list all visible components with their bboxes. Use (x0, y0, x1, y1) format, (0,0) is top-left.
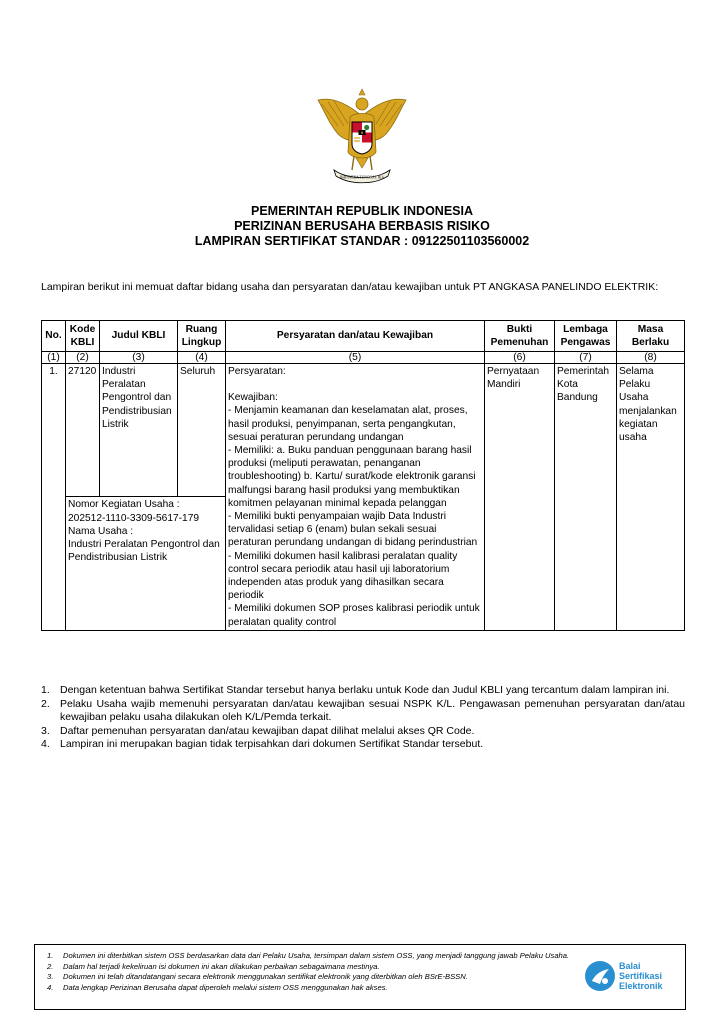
col-num: (6) (485, 352, 555, 364)
list-item: 1. Dengan ketentuan bahwa Sertifikat Standar tersebut hanya berlaku untuk Kode dan Judul KBLI yang tercantum dalam lampiran ini. (41, 684, 670, 696)
nama-usaha: Industri Peralatan Pengontrol dan Pendistribusian Listrik (68, 539, 220, 564)
list-item: 2. Pelaku Usaha wajib memenuhi persyaratan dan/atau kewajiban sesuai NSPK K/L. Pengawasan pemenuhan persyaratan dan/atau kewajiban pelaku usaha dilakukan oleh K/L/Pemda terkait. (41, 697, 685, 723)
kewajiban-item: - Memiliki bukti penyampaian wajib Data Industri tervalidasi setiap 6 (enam) bulan sekali sesuai peraturan perundang undangan di bidang perindustrian (228, 511, 478, 549)
nomor-kegiatan-label: Nomor Kegiatan Usaha : (68, 499, 180, 511)
bsre-logo (583, 959, 683, 995)
list-item: 4. Data lengkap Perizinan Berusaha dapat diperoleh melalui sistem OSS menggunakan hak akses. (47, 982, 388, 992)
kewajiban-item: - Memiliki: a. Buku panduan penggunaan barang hasil produksi (meliputi perawatan, penanganan troubleshooting) b. Kartu/ surat/kode elektronik garansi malfungsi barang hasil produksi yang membuktikan komitmen pelayanan minimal kepada pelanggan (228, 445, 476, 509)
kbli-table (41, 320, 685, 631)
header-lembaga: Lembaga Pengawas (555, 321, 617, 352)
col-num: (4) (178, 352, 226, 364)
title-line-2: PERIZINAN BERUSAHA BERBASIS RISIKO (234, 219, 490, 233)
row-masa: Selama Pelaku Usaha menjalankan kegiatan usaha (617, 364, 685, 631)
nomor-kegiatan: 202512-1110-3309-5617-179 (68, 512, 200, 524)
emblem-motto: BHINNEKA TUNGGAL IKA (340, 175, 384, 180)
header-kode: Kode KBLI (66, 321, 100, 352)
header-bukti: Bukti Pemenuhan (485, 321, 555, 352)
header-ruang: Ruang Lingkup (178, 321, 226, 352)
kewajiban-label: Kewajiban: (228, 392, 278, 404)
kewajiban-item: - Menjamin keamanan dan keselamatan alat, proses, hasil produksi, penyimpanan, serta pengangkutan, sesuai peraturan perundang undangan (228, 405, 468, 443)
header-masa: Masa Berlaku (617, 321, 685, 352)
bsre-logo-text: Balai Sertifikasi Elektronik (619, 961, 663, 991)
title-line-3: LAMPIRAN SERTIFIKAT STANDAR : 09122501103560002 (194, 234, 530, 248)
col-num: (3) (100, 352, 178, 364)
header-persyaratan: Persyaratan dan/atau Kewajiban (226, 321, 485, 352)
col-num: (8) (617, 352, 685, 364)
list-item: 3. Dokumen ini telah ditandatangani secara elektronik menggunakan sertifikat elektronik yang diterbitkan oleh BSrE-BSSN. (47, 972, 468, 981)
intro-text: Lampiran berikut ini memuat daftar bidang usaha dan persyaratan dan/atau kewajiban untuk PT ANGKASA PANELINDO ELEKTRIK: (41, 281, 659, 293)
table-header-row (42, 321, 685, 352)
col-num: (1) (42, 352, 66, 364)
persyaratan-label: Persyaratan: (228, 366, 286, 377)
column-number-row (42, 352, 685, 364)
list-item: 2. Dalam hal terjadi kekeliruan isi dokumen ini akan dilakukan perbaikan sebagaimana mestinya. (47, 961, 380, 971)
footer-box (34, 944, 686, 1010)
row-lembaga: Pemerintah Kota Bandung (555, 364, 617, 631)
document-titles (0, 204, 724, 249)
row-persyaratan (226, 364, 485, 631)
kewajiban-item: - Memiliki dokumen SOP proses kalibrasi periodik untuk peralatan quality control (228, 603, 480, 628)
list-item: 3. Daftar pemenuhan persyaratan dan/atau kewajiban dapat dilihat melalui akses QR Code. (41, 724, 475, 737)
list-item: 4. Lampiran ini merupakan bagian tidak terpisahkan dari dokumen Sertifikat Standar tersebut. (41, 738, 484, 750)
row-ruang: Seluruh (178, 364, 226, 497)
title-line-1: PEMERINTAH REPUBLIK INDONESIA (250, 204, 473, 218)
row-bukti: Pernyataan Mandiri (485, 364, 555, 631)
col-num: (7) (555, 352, 617, 364)
header-no: No. (42, 321, 66, 352)
col-num: (5) (226, 352, 485, 364)
row-kode: 27120 (66, 364, 100, 497)
kewajiban-item: - Memiliki dokumen hasil kalibrasi peralatan quality control secara periodik atau hasil uji laboratorium independen atas produk yang dihasilkan secara periodik (228, 550, 458, 602)
row-judul: Industri Peralatan Pengontrol dan Pendistribusian Listrik (100, 364, 178, 497)
col-num: (2) (66, 352, 100, 364)
garuda-emblem-icon (312, 86, 412, 186)
list-item: 1. Dokumen ini diterbitkan sistem OSS berdasarkan data dari Pelaku Usaha, tersimpan dalam sistem OSS, yang menjadi tanggung jawab Pelaku Usaha. (47, 951, 570, 960)
footer-list (35, 945, 587, 993)
table-row (42, 364, 685, 497)
nama-usaha-label: Nama Usaha : (68, 525, 134, 537)
bsre-logo-icon (583, 959, 617, 993)
header-judul: Judul KBLI (100, 321, 178, 352)
kegiatan-cell (66, 497, 226, 630)
notes-list (41, 684, 685, 752)
row-no: 1. (42, 364, 66, 631)
